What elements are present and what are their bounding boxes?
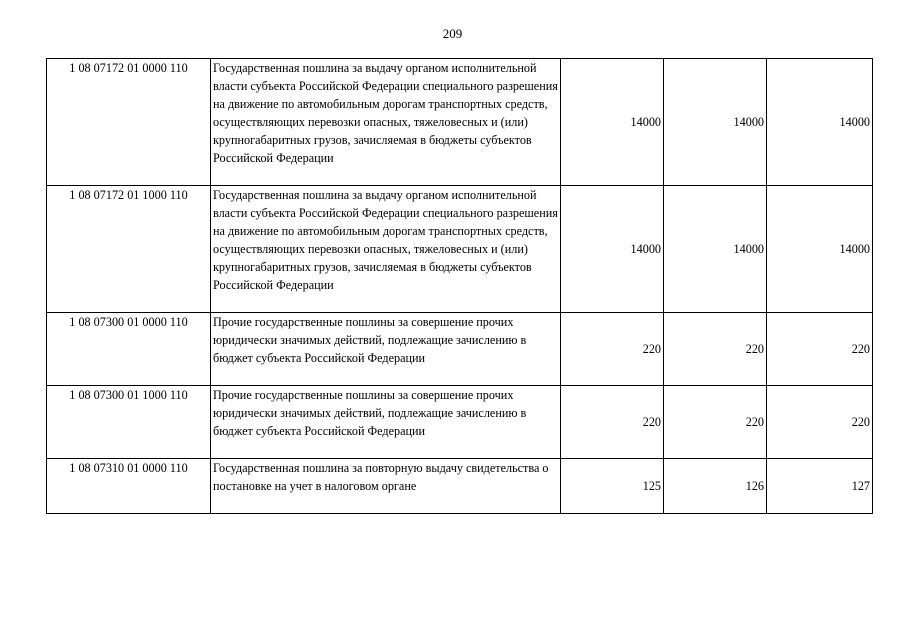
amount-year-2-cell: 14000: [664, 186, 767, 313]
amount-year-1-cell: 14000: [561, 59, 664, 186]
amount-year-2-cell: 220: [664, 386, 767, 459]
revenue-table: [46, 58, 873, 514]
page-number: 209: [442, 26, 463, 41]
revenue-name-cell: Государственная пошлина за повторную выдачу свидетельства о постановке на учет в налоговом органе: [211, 459, 561, 514]
revenue-name-cell: Государственная пошлина за выдачу органом исполнительной власти субъекта Российской Федерации специального разрешения на движение по автомобильным дорогам транспортных средств, осуществляющих перевозки опасных, тяжеловесных и (или) крупногабаритных грузов, зачисляемая в бюджеты субъектов Российской Федерации: [211, 186, 561, 313]
revenue-name-cell: Прочие государственные пошлины за совершение прочих юридически значимых действий, подлежащие зачислению в бюджет субъекта Российской Федерации: [211, 313, 561, 386]
budget-code-cell: 1 08 07172 01 1000 110: [47, 186, 211, 313]
budget-code-cell: 1 08 07300 01 1000 110: [47, 386, 211, 459]
amount-year-3-cell: 127: [767, 459, 873, 514]
amount-year-3-cell: 14000: [767, 59, 873, 186]
amount-year-3-cell: 220: [767, 313, 873, 386]
amount-year-2-cell: 220: [664, 313, 767, 386]
budget-code-cell: 1 08 07310 01 0000 110: [47, 459, 211, 514]
amount-year-1-cell: 125: [561, 459, 664, 514]
amount-year-1-cell: 220: [561, 313, 664, 386]
revenue-name-cell: Прочие государственные пошлины за совершение прочих юридически значимых действий, подлежащие зачислению в бюджет субъекта Российской Федерации: [211, 386, 561, 459]
amount-year-1-cell: 14000: [561, 186, 664, 313]
table-row: [47, 186, 873, 313]
budget-code-cell: 1 08 07172 01 0000 110: [47, 59, 211, 186]
amount-year-3-cell: 14000: [767, 186, 873, 313]
amount-year-1-cell: 220: [561, 386, 664, 459]
amount-year-3-cell: 220: [767, 386, 873, 459]
amount-year-2-cell: 14000: [664, 59, 767, 186]
amount-year-2-cell: 126: [664, 459, 767, 514]
table-row: [47, 459, 873, 514]
revenue-name-cell: Государственная пошлина за выдачу органом исполнительной власти субъекта Российской Федерации специального разрешения на движение по автомобильным дорогам транспортных средств, осуществляющих перевозки опасных, тяжеловесных и (или) крупногабаритных грузов, зачисляемая в бюджеты субъектов Российской Федерации: [211, 59, 561, 186]
table-row: [47, 59, 873, 186]
table-row: [47, 313, 873, 386]
table-row: [47, 386, 873, 459]
budget-code-cell: 1 08 07300 01 0000 110: [47, 313, 211, 386]
